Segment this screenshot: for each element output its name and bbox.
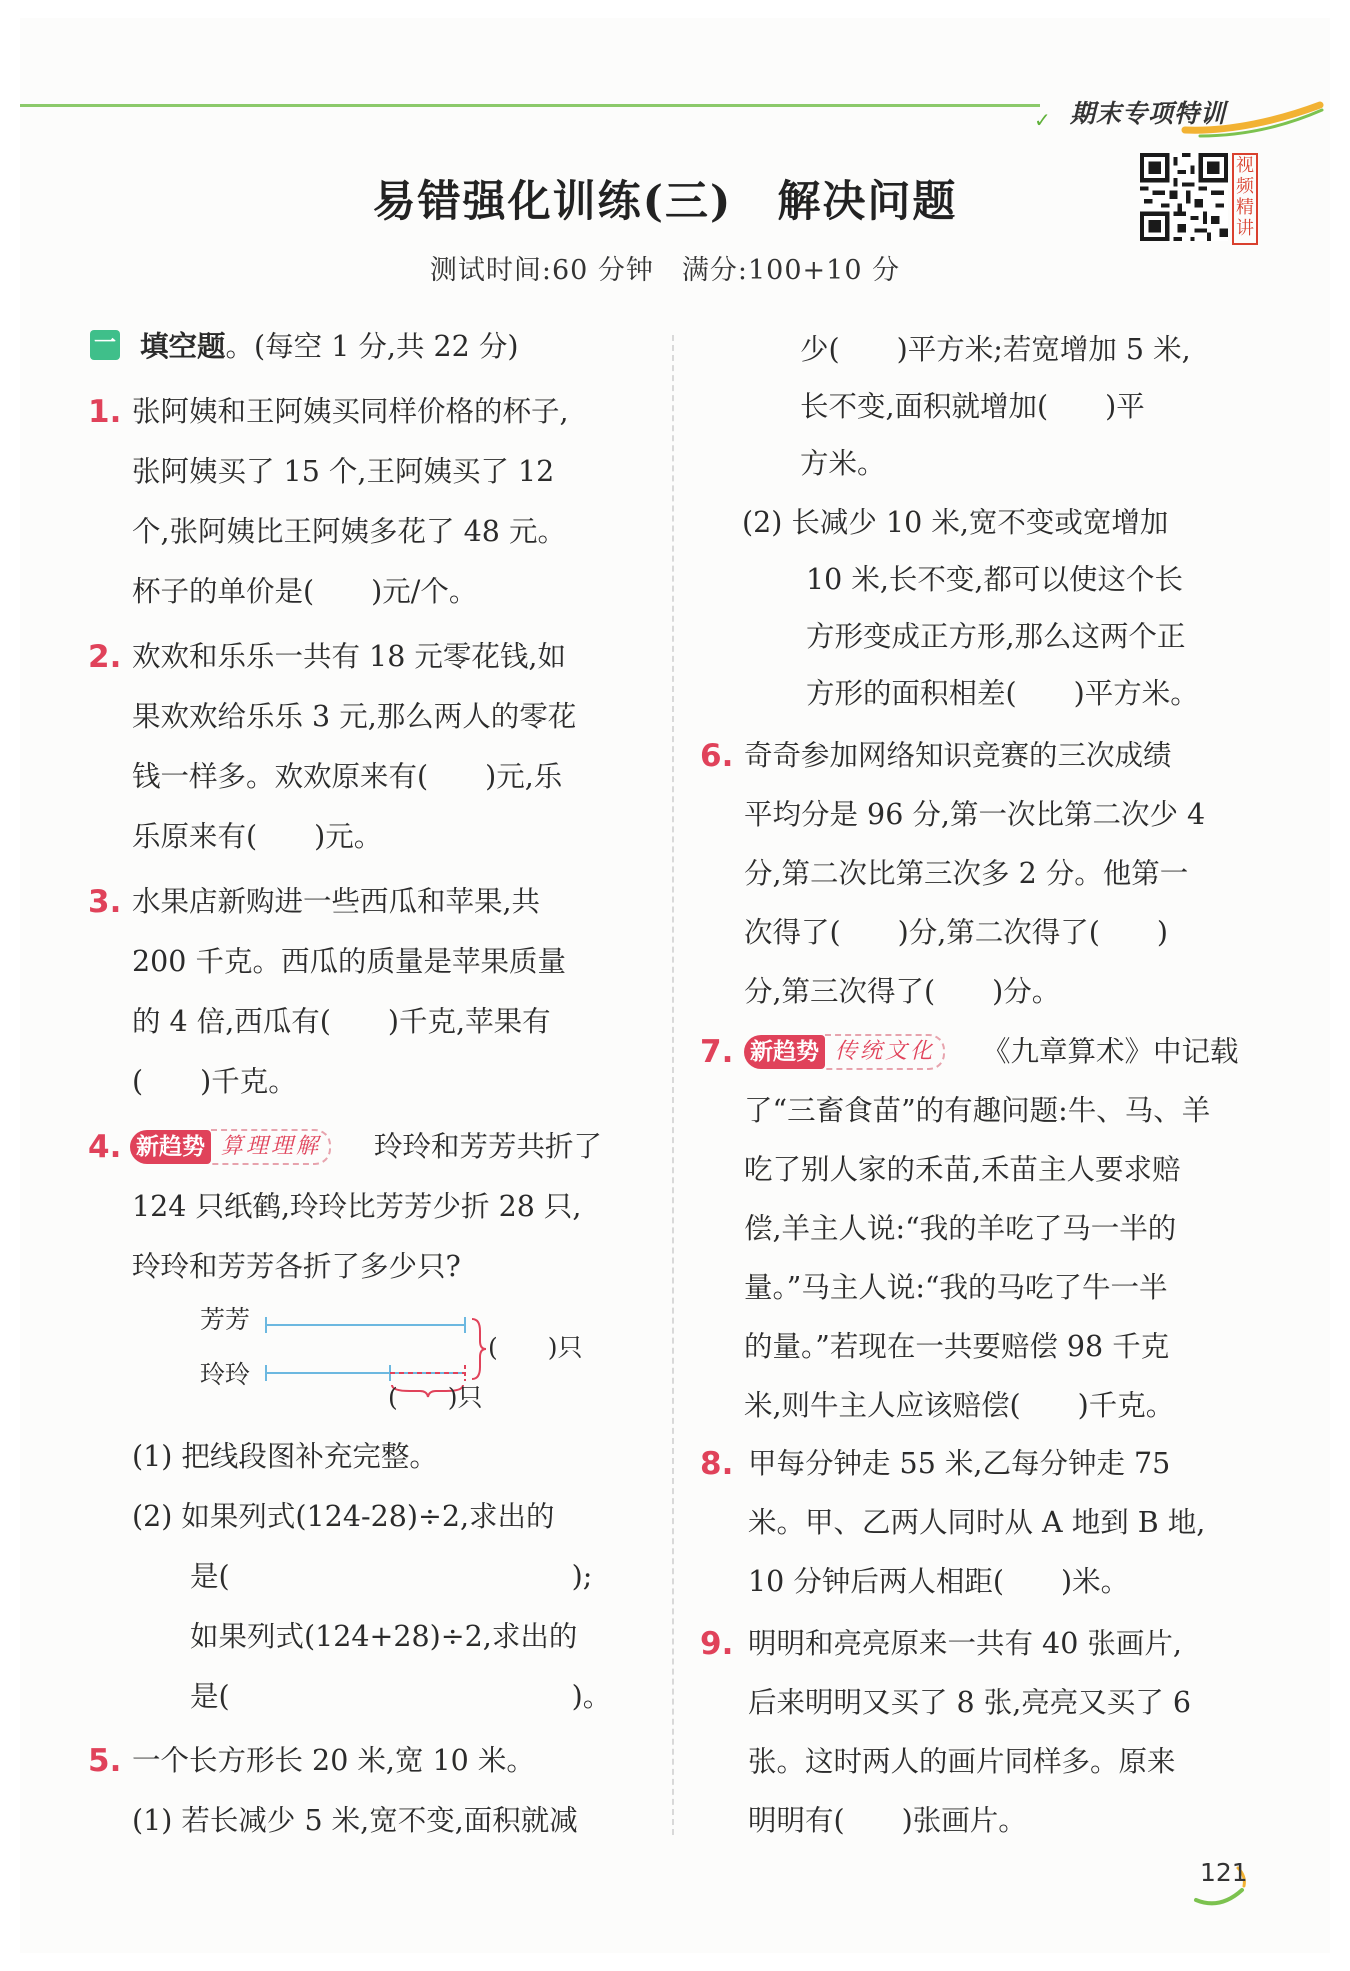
check-icon: ✓ [1034,108,1051,132]
question-text: 10 米,长不变,都可以使这个长 [806,563,1183,596]
question-text: 明明和亮亮原来一共有 40 张画片, [748,1627,1182,1660]
question-text: 个,张阿姨比王阿姨多花了 48 元。 [132,515,566,548]
question-text: 明明有( )张画片。 [748,1804,1027,1837]
header-tag: 期末专项特训 [1070,99,1227,128]
question-text: (1) 把线段图补充完整。 [132,1440,438,1473]
question-text: 少( )平方米;若宽增加 5 米, [800,333,1191,366]
question-text: 米,则牛主人应该赔偿( )千克。 [744,1389,1175,1422]
question-text: 的 4 倍,西瓜有( )千克,苹果有 [132,1005,551,1038]
question-number: 6. [700,738,734,774]
question-text: 了“三畜食苗”的有趣问题:牛、马、羊 [744,1094,1211,1127]
question-text: 《九章算术》中记载 [982,1035,1239,1068]
question-text: (2) 长减少 10 米,宽不变或宽增加 [742,506,1169,539]
question-text: 乐原来有( )元。 [132,820,383,853]
question-text: 米。甲、乙两人同时从 A 地到 B 地, [748,1506,1206,1539]
question-text: 是( )。 [190,1680,612,1713]
question-text: 的量。”若现在一共要赔偿 98 千克 [744,1330,1170,1363]
page-subtitle: 测试时间:60 分钟 满分:100+10 分 [429,255,901,286]
question-text: 量。”马主人说:“我的马吃了牛一半 [744,1271,1168,1304]
question-number: 9. [700,1626,734,1662]
question-text: 如果列式(124+28)÷2,求出的 [190,1620,578,1653]
qr-video-label: 视频精讲 [1232,153,1258,245]
page-number: 121 [1200,1858,1248,1887]
question-text: 次得了( )分,第二次得了( ) [744,916,1169,949]
question-number: 5. [88,1743,122,1779]
question-text: 水果店新购进一些西瓜和苹果,共 [132,885,541,918]
question-text: 奇奇参加网络知识竞赛的三次成绩 [744,739,1172,772]
trend-tag: 新趋势 传统文化 [744,1035,945,1069]
question-text: 10 分钟后两人相距( )米。 [748,1565,1130,1598]
question-text: 张阿姨买了 15 个,王阿姨买了 12 [132,455,555,488]
question-text: 200 千克。西瓜的质量是苹果质量 [132,945,566,978]
diagram-total-label: ( )只 [488,1333,583,1362]
question-text: 张阿姨和王阿姨买同样价格的杯子, [132,395,569,428]
page-title: 易错强化训练(三) 解决问题 [372,177,958,227]
question-text: 长不变,面积就增加( )平 [800,390,1145,423]
header-rule [20,104,1040,107]
question-number: 8. [700,1446,734,1482]
question-text: 欢欢和乐乐一共有 18 元零花钱,如 [132,640,566,673]
question-text: 方形变成正方形,那么这两个正 [806,620,1186,653]
question-text: (2) 如果列式(124-28)÷2,求出的 [132,1500,555,1533]
question-text: 一个长方形长 20 米,宽 10 米。 [132,1744,535,1777]
question-text: 分,第二次比第三次多 2 分。他第一 [744,857,1189,890]
question-text: 是( ); [190,1560,593,1593]
question-text: 果欢欢给乐乐 3 元,那么两人的零花 [132,700,577,733]
question-number: 4. [88,1129,122,1165]
diagram-label-lingling: 玲玲 [200,1360,251,1389]
question-text: 钱一样多。欢欢原来有( )元,乐 [132,760,563,793]
trend-tag: 新趋势 算理理解 [130,1130,331,1164]
question-text: 平均分是 96 分,第一次比第二次少 4 [744,798,1206,831]
column-divider [672,335,674,1835]
question-number: 2. [88,639,122,675]
diagram-difference-label: ( )只 [388,1383,483,1412]
question-text: 偿,羊主人说:“我的羊吃了马一半的 [744,1212,1177,1245]
section-title: 填空题。(每空 1 分,共 22 分) [140,330,519,363]
question-text: 张。这时两人的画片同样多。原来 [748,1745,1176,1778]
question-text: (1) 若长减少 5 米,宽不变,面积就减 [132,1804,578,1837]
question-text: 杯子的单价是( )元/个。 [132,575,478,608]
question-number: 3. [88,884,122,920]
question-text: 后来明明又买了 8 张,亮亮又买了 6 [748,1686,1192,1719]
question-text: 吃了别人家的禾苗,禾苗主人要求赔 [744,1153,1181,1186]
question-text: 124 只纸鹤,玲玲比芳芳少折 28 只, [132,1190,582,1223]
qr-code[interactable] [1140,153,1228,241]
question-number: 7. [700,1034,734,1070]
swoosh-icon [1180,100,1325,140]
diagram-label-fangfang: 芳芳 [200,1305,251,1334]
question-text: 玲玲和芳芳共折了 [374,1130,603,1163]
section-badge: 一 [90,330,120,360]
question-text: 方米。 [800,447,886,480]
question-text: 甲每分钟走 55 米,乙每分钟走 75 [748,1447,1171,1480]
question-text: 玲玲和芳芳各折了多少只? [132,1250,461,1283]
question-number: 1. [88,394,122,430]
question-text: 方形的面积相差( )平方米。 [806,677,1199,710]
question-text: ( )千克。 [132,1065,297,1098]
question-text: 分,第三次得了( )分。 [744,975,1061,1008]
